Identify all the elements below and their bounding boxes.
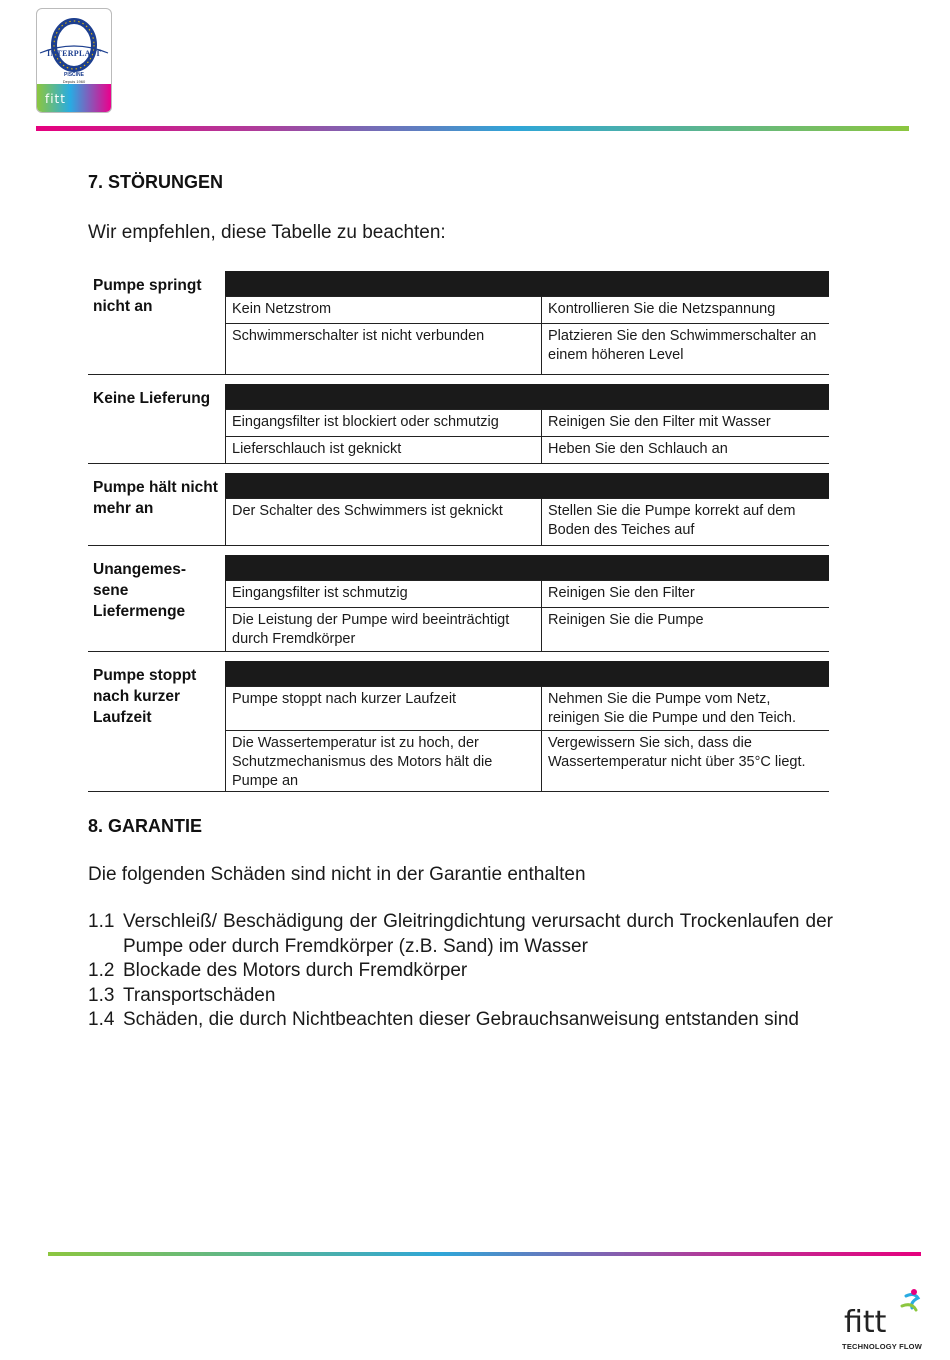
table-row: [225, 730, 829, 791]
cause-cell: Kein Netzstrom: [225, 297, 541, 323]
list-item: [88, 984, 833, 1009]
cause-cell: Die Wassertemperatur ist zu hoch, der Schutzmechanismus des Motors hält die Pumpe an: [225, 731, 541, 791]
logo-name: INTERPLAST: [46, 49, 102, 58]
table-row: [225, 296, 829, 323]
logo-band-text: fitt: [45, 92, 66, 106]
solution-cell: Kontrollieren Sie die Netzspannung: [541, 297, 829, 323]
table-row: [225, 498, 829, 545]
problem-label-line: Unangemes-: [93, 561, 187, 578]
list-item-number: 1.3: [88, 984, 115, 1006]
solution-cell: Heben Sie den Schlauch an: [541, 437, 829, 463]
table-row: [225, 436, 829, 463]
cause-cell: Die Leistung der Pumpe wird beeinträchtigt durch Fremdkörper: [225, 608, 541, 651]
group-header-bar: [225, 271, 829, 296]
logo-sub: PISCINE: [63, 72, 84, 78]
troubleshooting-table: [88, 271, 829, 801]
list-item-text: Verschleiß/ Beschädigung der Gleitringdichtung verursacht durch Trockenlaufen der Pumpe oder durch Fremdkörper (z.B. Sand) im Wasser: [123, 911, 833, 957]
list-item-number: 1.2: [88, 960, 115, 981]
footer-tagline: TECHNOLOGY FLOW: [842, 1342, 922, 1351]
solution-cell: Nehmen Sie die Pumpe vom Netz, reinigen Sie die Pumpe und den Teich.: [541, 687, 829, 730]
problem-label: Pumpe stoppt nach kurzer Laufzeit: [93, 667, 197, 726]
problem-label: Keine Lieferung: [93, 390, 211, 407]
table-row: [225, 323, 829, 374]
list-item: [88, 910, 833, 959]
table-row: [225, 409, 829, 436]
footer-brand: fitt: [844, 1305, 887, 1340]
solution-cell: Vergewissern Sie sich, dass die Wassertemperatur nicht über 35°C liegt.: [541, 731, 829, 791]
top-divider: [36, 126, 909, 131]
table-group: [88, 384, 829, 464]
logo-sub2: Depuis 1960: [62, 79, 86, 84]
table-group: [88, 661, 829, 792]
solution-cell: Stellen Sie die Pumpe korrekt auf dem Boden des Teiches auf: [541, 499, 829, 545]
table-group: [88, 555, 829, 652]
cause-cell: Eingangsfilter ist schmutzig: [225, 581, 541, 607]
problem-label: Pumpe springt nicht an: [93, 277, 202, 315]
cause-cell: Eingangsfilter ist blockiert oder schmutzig: [225, 410, 541, 436]
group-header-bar: [225, 384, 829, 409]
section-8-intro: Die folgenden Schäden sind nicht in der Garantie enthalten: [88, 864, 586, 885]
cause-cell: Lieferschlauch ist geknickt: [225, 437, 541, 463]
group-header-bar: [225, 473, 829, 498]
table-row: [225, 580, 829, 607]
group-header-bar: [225, 555, 829, 580]
solution-cell: Reinigen Sie den Filter: [541, 581, 829, 607]
cause-cell: Pumpe stoppt nach kurzer Laufzeit: [225, 687, 541, 730]
logo-band: [37, 84, 111, 112]
table-row: [225, 607, 829, 651]
list-item-number: 1.1: [88, 911, 115, 932]
problem-label-line: sene: [93, 582, 129, 599]
table-group: [88, 271, 829, 375]
section-8-heading: 8. GARANTIE: [88, 816, 203, 836]
table-group: [88, 473, 829, 546]
solution-cell: Reinigen Sie den Filter mit Wasser: [541, 410, 829, 436]
interplast-logo: [36, 8, 112, 113]
bottom-divider: [48, 1252, 921, 1256]
problem-label: Pumpe hält nicht mehr an: [93, 479, 218, 517]
warranty-list: [88, 910, 833, 1033]
section-7-heading: 7. STÖRUNGEN: [88, 172, 224, 192]
table-row: [225, 686, 829, 730]
section-7-intro: Wir empfehlen, diese Tabelle zu beachten:: [88, 222, 446, 243]
solution-cell: Platzieren Sie den Schwimmerschalter an einem höheren Level: [541, 324, 829, 374]
group-header-bar: [225, 661, 829, 686]
list-item: [88, 959, 833, 984]
cause-cell: Der Schalter des Schwimmers ist geknickt: [225, 499, 541, 545]
problem-label-line: Liefermenge: [93, 603, 186, 620]
list-item-text: Transportschäden: [123, 984, 276, 1006]
list-item: [88, 1008, 833, 1033]
list-item-text: Schäden, die durch Nichtbeachten dieser Gebrauchsanweisung entstanden sind: [123, 1009, 800, 1030]
solution-cell: Reinigen Sie die Pumpe: [541, 608, 829, 651]
cause-cell: Schwimmerschalter ist nicht verbunden: [225, 324, 541, 374]
list-item-number: 1.4: [88, 1009, 115, 1030]
problem-label: [88, 559, 227, 622]
list-item-text: Blockade des Motors durch Fremdkörper: [123, 960, 468, 981]
